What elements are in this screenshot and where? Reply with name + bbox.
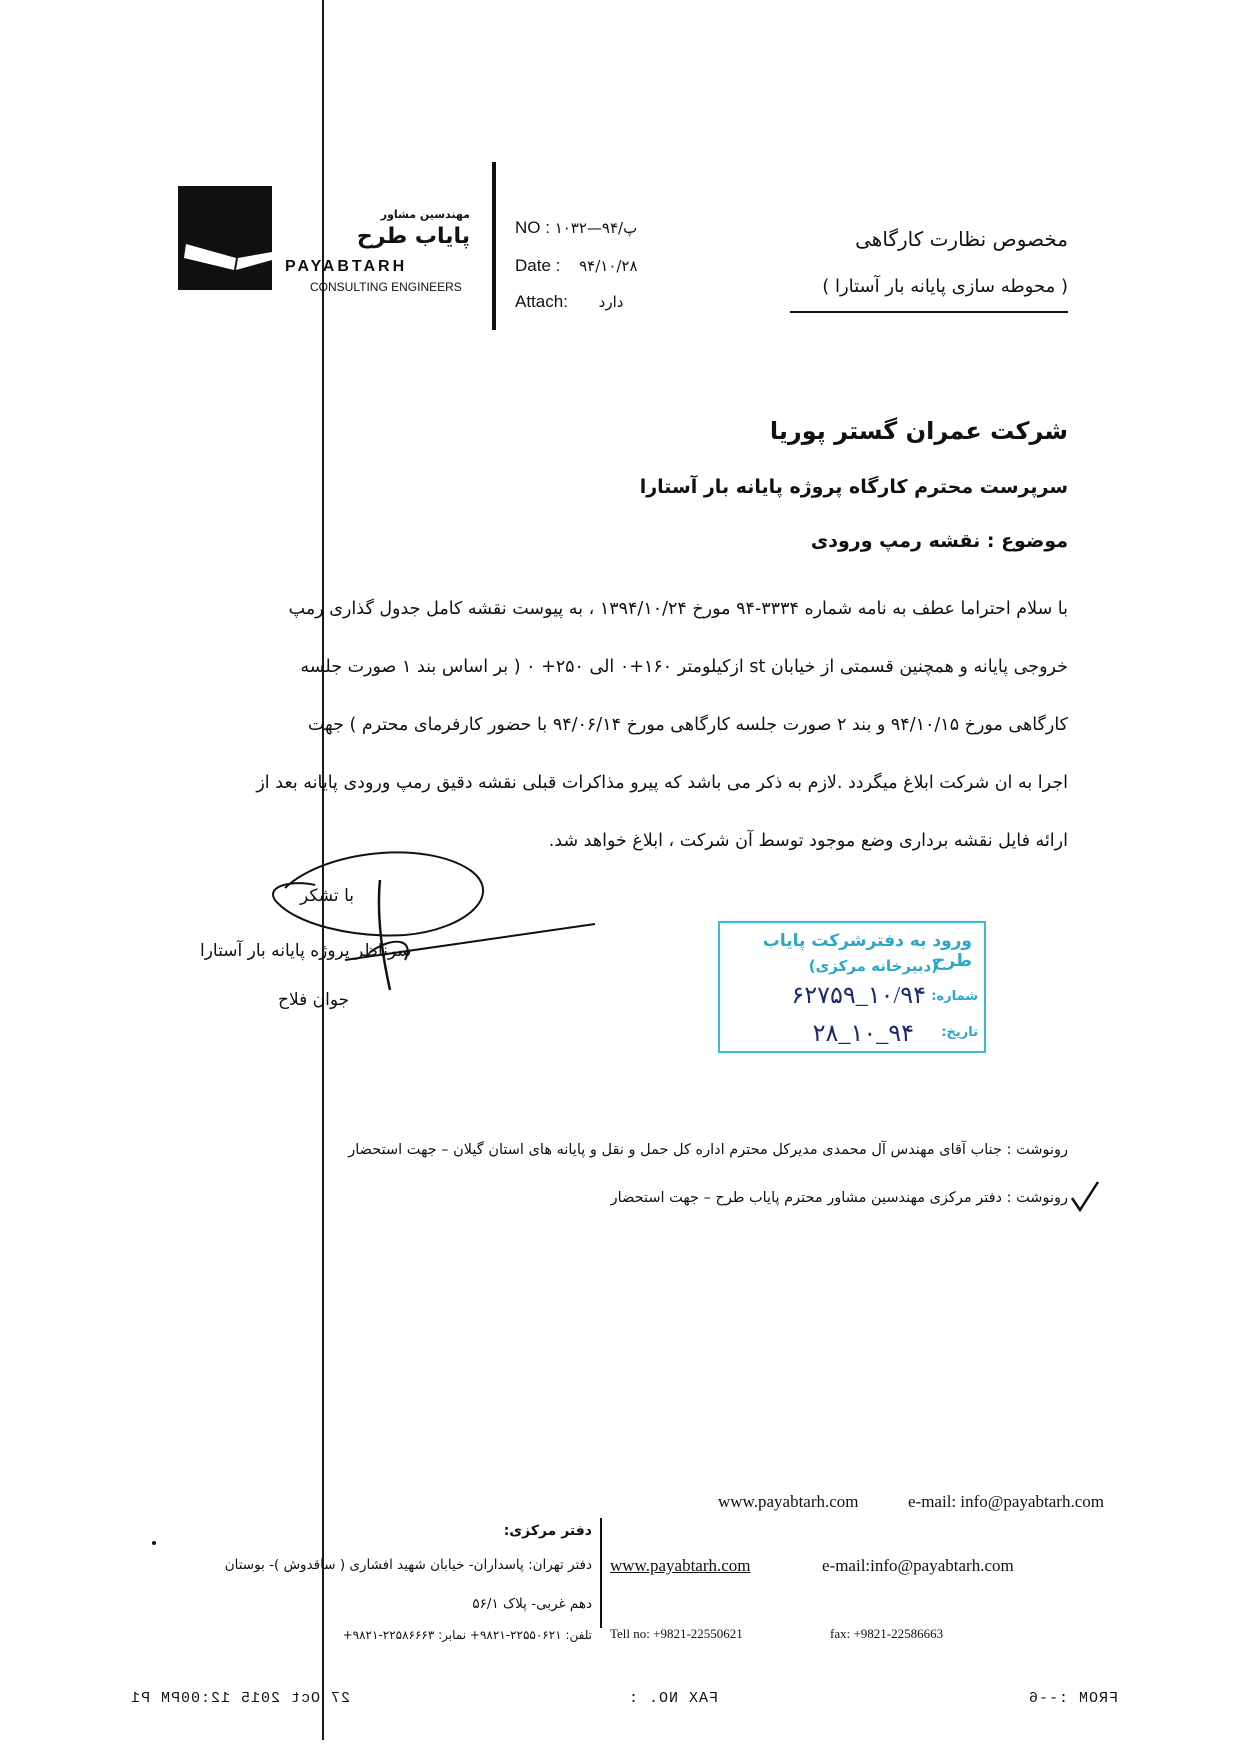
company-logo-mark [178,186,272,290]
addressee-company: شرکت عمران گستر پوریا [769,417,1068,445]
handwritten-signature [265,840,615,1010]
logo-english-subtitle: CONSULTING ENGINEERS [310,280,462,294]
central-office-label: دفتر مرکزی: [503,1523,592,1539]
stamp-number-label: شماره: [931,989,978,1004]
footer-telephone: Tell no: +9821-22550621 [610,1626,743,1641]
body-line: خروجی پایانه و همچنین قسمتی از خیابان st ازکیلومتر ۱۶۰+۰ الی ۲۵۰+ ۰ ( بر اساس بند ۱ صورت جلسه [300,657,1068,677]
reference-date [515,256,638,276]
cc-line: رونوشت : دفتر مرکزی مهندسین مشاور محترم پایاب طرح – جهت استحضار [610,1190,1068,1206]
stamp-date-label: تاریخ: [941,1025,978,1040]
stamp-date: ۹۴_۱۰_۲۸ [812,1021,914,1047]
no-value: ۱۰۳۲—۹۴/پ [554,219,638,237]
fax-number-label: FAX NO. : [628,1690,719,1707]
reference-number [515,218,637,238]
header-divider [492,162,496,330]
project-name: ( محوطه سازی پایانه بار آستارا ) [822,276,1068,297]
letter-subject: موضوع : نقشه رمپ ورودی [810,530,1068,552]
body-line: ارائه فایل نقشه برداری وضع موجود توسط آن شرکت ، ابلاغ خواهد شد. [548,831,1068,851]
body-line: کارگاهی مورخ ۹۴/۱۰/۱۵ و بند ۲ صورت جلسه کارگاهی مورخ ۹۴/۰۶/۱۴ با حضور کارفرمای محترم ) جهت [307,715,1068,735]
body-line: اجرا به ان شرکت ابلاغ میگردد .لازم به ذکر می باشد که پیرو مذاکرات قبلی نقشه دقیق رمپ ورودی پایانه بعد از [256,773,1068,793]
footer-website[interactable]: www.payabtarh.com [718,1492,859,1511]
signature-thanks: با تشکر [300,886,354,906]
logo-persian-name: پایاب طرح [356,224,470,249]
date-value: ۹۴/۱۰/۲۸ [579,257,638,275]
fax-timestamp: 27 Oct 2015 12:00PM P1 [130,1690,351,1707]
footer-email-secondary[interactable]: e-mail:info@payabtarh.com [822,1556,1014,1575]
reference-attach [515,292,623,312]
supervision-heading: مخصوص نظارت کارگاهی [855,227,1068,251]
attach-label: Attach: [515,292,568,311]
scan-dot [152,1541,156,1545]
stamp-title: ورود به دفترشرکت پایاب طرح [762,931,972,971]
attach-value: دارد [598,293,624,311]
signatory-title: سرناظر پروژه پایانه بار آستارا [200,941,412,961]
signatory-name: جوان فلاح [278,990,350,1010]
logo-english-name: PAYABTARH [285,258,408,275]
footer-website-secondary[interactable]: www.payabtarh.com [610,1556,751,1575]
received-stamp [718,921,986,1053]
logo-persian-subtitle: مهندسین مشاور [380,208,470,221]
tehran-phones: تلفن: ۲۲۵۵۰۶۲۱-۹۸۲۱+ نمابر: ۲۲۵۸۶۶۶۳-۹۸۲۱+ [342,1628,592,1642]
body-line: با سلام احتراما عطف به نامه شماره ۳۳۳۴-۹۴ مورخ ۱۳۹۴/۱۰/۲۴ ، به پیوست نقشه کامل جدول گذاری رمپ [288,599,1068,619]
letter-body [135,580,1068,870]
footer-fax: fax: +9821-22586663 [830,1626,944,1641]
tehran-address: دفتر تهران: پاسداران- خیابان شهید افشاری ( ساقدوش )- بوستان [224,1557,592,1573]
checkmark-icon [1070,1180,1100,1214]
tehran-address-cont: دهم غربی- پلاک ۵۶/۱ [472,1596,592,1612]
addressee-recipient: سرپرست محترم کارگاه پروژه پایانه بار آستارا [639,476,1068,498]
date-label: Date : [515,256,561,275]
no-label: NO : [515,218,550,237]
footer-divider [600,1518,602,1628]
project-underline [790,311,1068,313]
stamp-subtitle: (دبیرخانه مرکزی) [808,957,938,975]
footer-email[interactable]: e-mail: info@payabtarh.com [908,1492,1104,1511]
cc-line: رونوشت : جناب آقای مهندس آل محمدی مدیرکل محترم اداره کل حمل و نقل و پایانه های استان گیلان – جهت استحضار [348,1142,1068,1158]
stamp-number: ۱۰/۹۴_۶۲۷۵۹ [791,983,926,1009]
fax-from-label: FROM :--6 [1028,1690,1119,1707]
